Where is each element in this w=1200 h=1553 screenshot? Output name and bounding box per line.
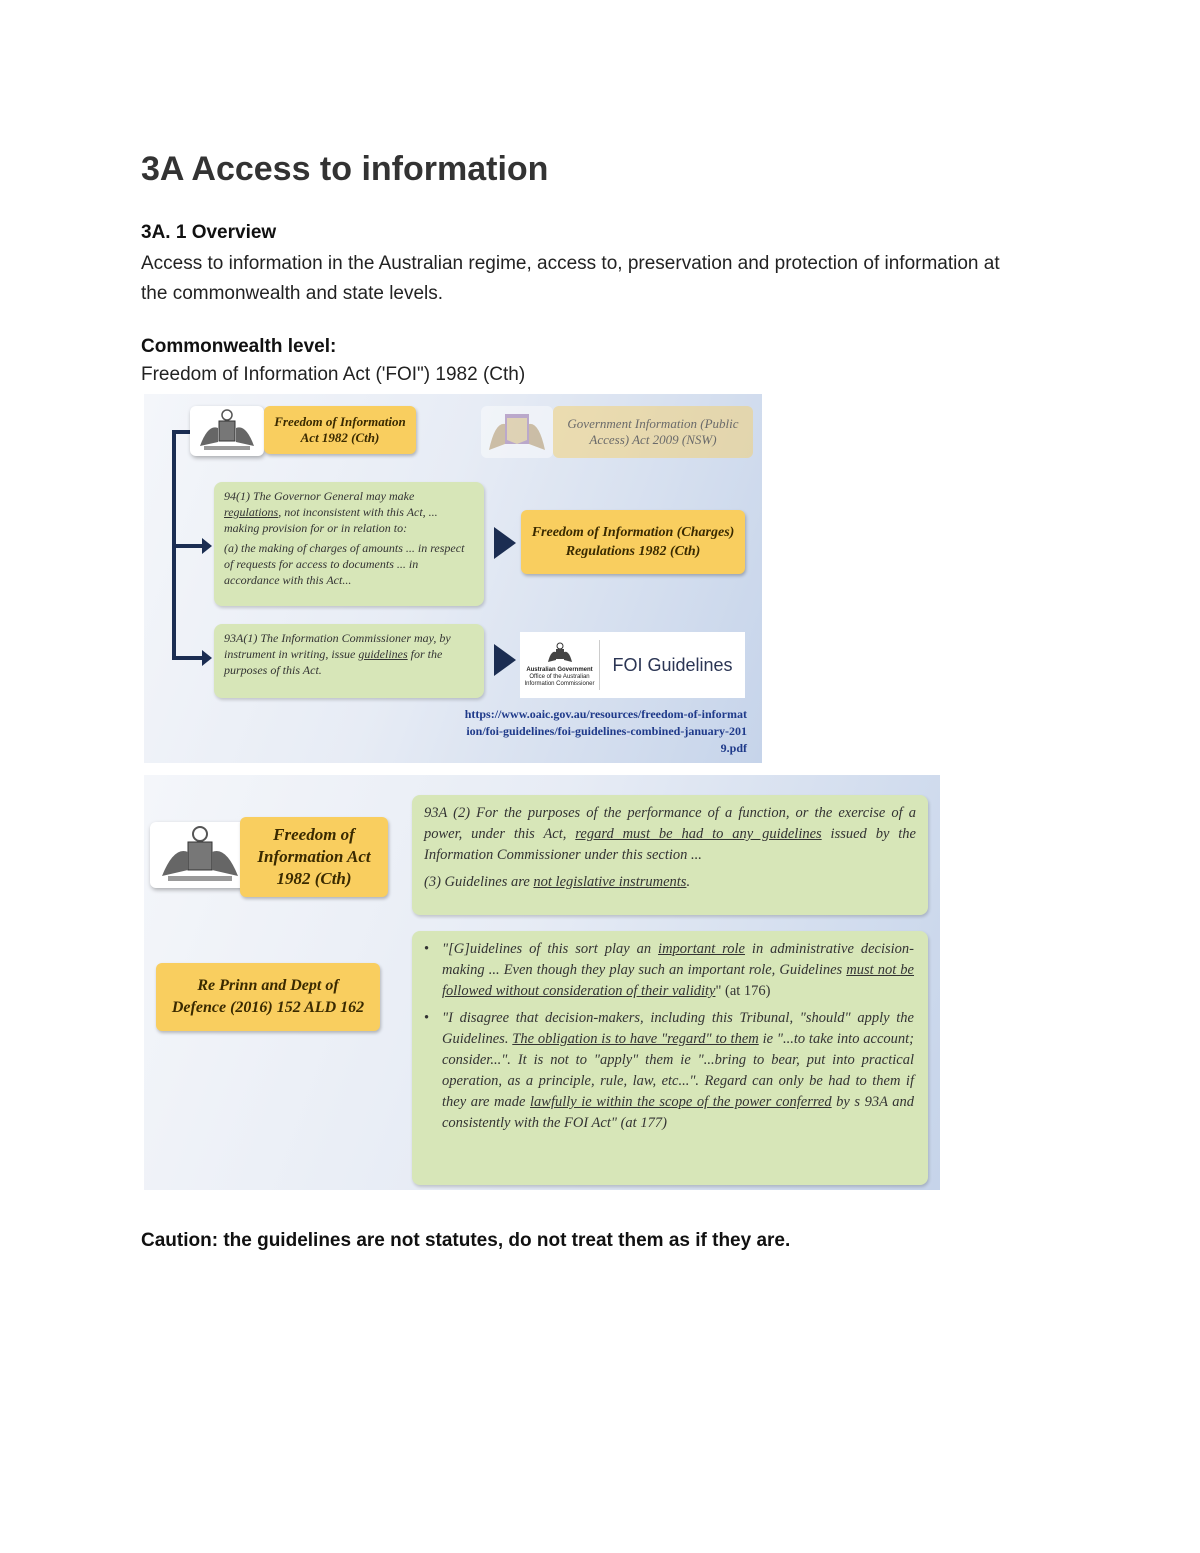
diagram-foi-regulations [144, 394, 762, 763]
foi-guidelines-card [520, 632, 745, 698]
s93a2-para: 93A (2) For the purposes of the performance of a function, or the exercise of a power, under this Act, regard must be had to any guidelines issued by the Information Commissioner under this section ... [424, 805, 916, 863]
diagram-prinn-guidelines [144, 775, 940, 1190]
quotes-box [412, 931, 928, 1185]
s93a3-para: (3) Guidelines are not legislative instruments. [424, 874, 691, 890]
caution-note: Caution: the guidelines are not statutes, do not treat them as if they are. [141, 1230, 791, 1251]
foi-act-title: Freedom of Information Act 1982 (Cth) [274, 414, 406, 445]
connector-bottom [172, 656, 204, 660]
quote-item: • "[G]uidelines of this sort play an important role in administrative decision-making ... Even though they play such an important role, Guidelines must not be followed without consideration of their validity" (at 176) [424, 939, 914, 1002]
s93a2-box [412, 795, 928, 915]
nsw-act-box [553, 406, 753, 458]
oaic-logo: Australian Government Office of the Australian Information Commissioner [520, 640, 600, 690]
connector-mid-arrow-icon [202, 538, 212, 554]
foi-act-title: Freedom of Information Act 1982 (Cth) [257, 825, 371, 888]
s94-box [214, 482, 484, 606]
coat-of-arms-icon [150, 822, 250, 888]
coat-of-arms-icon [190, 406, 264, 456]
section-heading: 3A. 1 Overview [141, 222, 277, 243]
foi-act-box [240, 817, 388, 897]
nsw-act-title: Government Information (Public Access) Act 2009 (NSW) [567, 416, 739, 447]
arrow-right-icon [494, 527, 516, 559]
s93a1-box: 93A(1) The Information Commissioner may, by instrument in writing, issue guidelines for the purposes of this Act. [214, 624, 484, 698]
connector-mid [172, 544, 204, 548]
overview-paragraph: Access to information in the Australian regime, access to, preservation and protection of information at the commonwealth and state levels. [141, 253, 1000, 304]
foi-guidelines-label: FOI Guidelines [612, 654, 733, 675]
case-title: Re Prinn and Dept of Defence (2016) 152 ALD 162 [171, 977, 365, 1016]
s94-para1: 94(1) The Governor General may make regulations, not inconsistent with this Act, ... making provision for or in relation to: [224, 489, 438, 535]
page-title: 3A Access to information [141, 150, 549, 188]
charges-regs-box [521, 510, 745, 574]
s94-para2: (a) the making of charges of amounts ... in respect of requests for access to documents ... in accordance with this Act... [224, 541, 465, 587]
arrow-right-icon [494, 644, 516, 676]
commonwealth-label: Commonwealth level: [141, 336, 337, 357]
connector-bottom-arrow-icon [202, 650, 212, 666]
nsw-crest-icon [481, 406, 553, 458]
charges-regs-title: Freedom of Information (Charges) Regulations 1982 (Cth) [531, 525, 735, 559]
quote-item: • "I disagree that decision-makers, including this Tribunal, "should" apply the Guidelines. The obligation is to have "regard" to them ie "...to take into account; consider...". It is not to "apply" them ie "...bring to bear, put into practical operation, as a principle, rule, law, etc...". Regard can only be had to them if they are made lawfully ie within the scope of the power conferred by s 93A and consistently with the FOI Act" (at 177) [424, 1008, 914, 1134]
oaic-guidelines-link[interactable]: https://www.oaic.gov.au/resources/freedom-of-information/foi-guidelines/foi-guidelines-combined-january-2019.pdf [464, 707, 747, 755]
oaic-crest-icon [545, 642, 575, 664]
case-box [156, 963, 380, 1031]
foi-act-line: Freedom of Information Act ('FOI") 1982 (Cth) [141, 364, 526, 385]
foi-act-box [264, 406, 416, 454]
bullet-icon: • [424, 1010, 430, 1026]
bullet-icon: • [424, 941, 430, 957]
